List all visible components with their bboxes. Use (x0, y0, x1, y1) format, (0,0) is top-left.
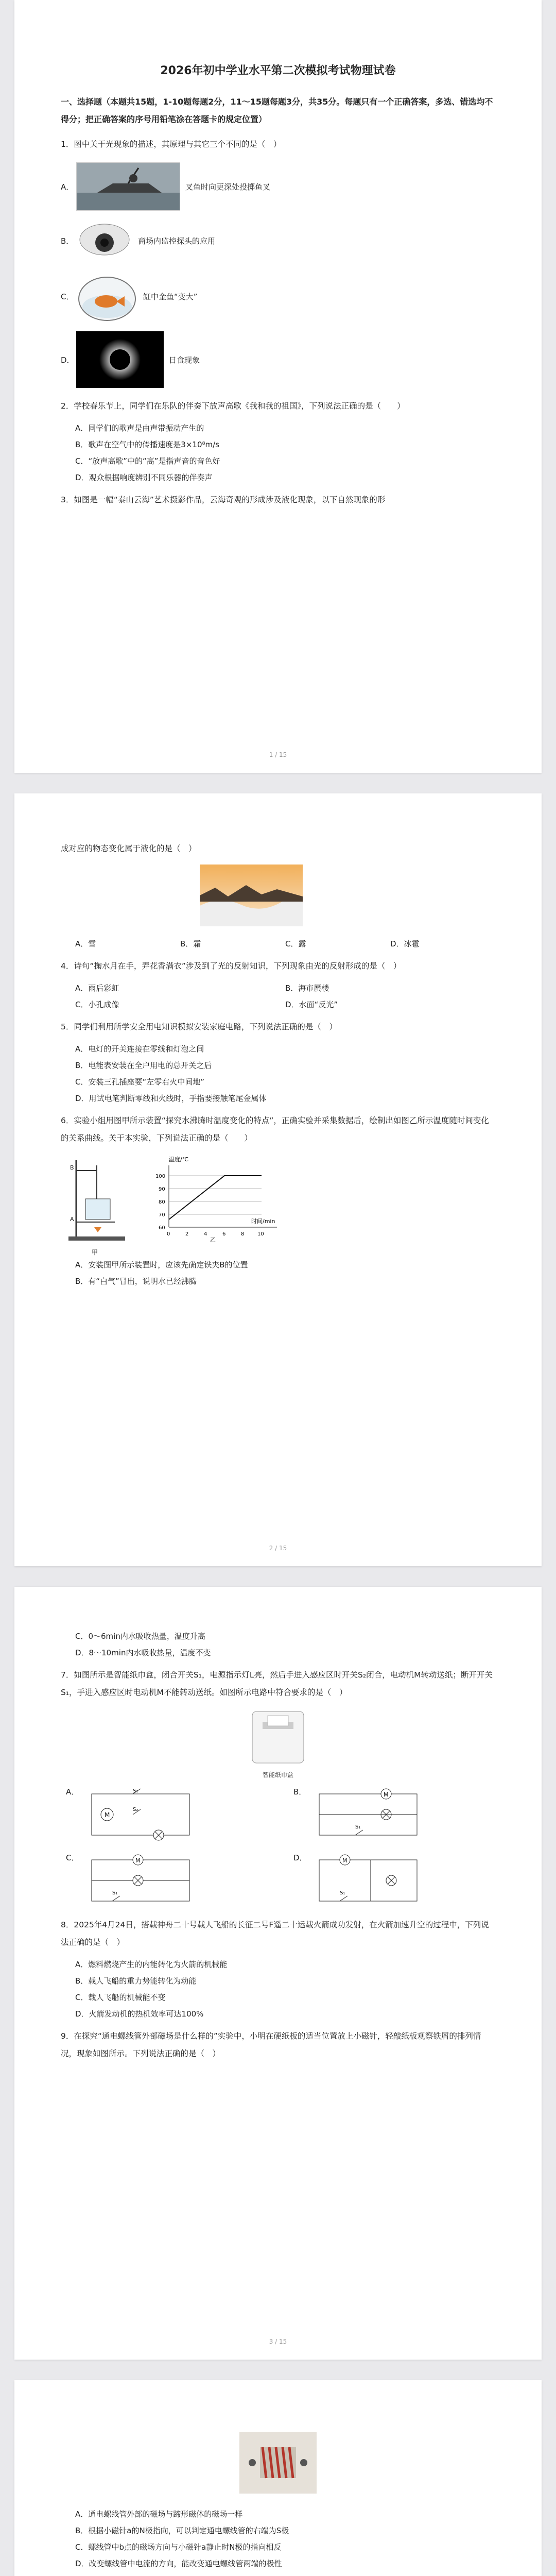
q9-option-b: B．根据小磁针a的N极指向，可以判定通电螺线管的右端为S极 (75, 2526, 289, 2535)
figure-label: 乙 (210, 1236, 216, 1243)
q5-option-b: B．电能表安装在全户用电的总开关之后 (75, 1061, 212, 1070)
option-caption: 缸中金鱼“变大” (143, 292, 198, 301)
option-label: A． (61, 182, 74, 192)
q1-option-c (61, 270, 495, 322)
option-label: D． (293, 1853, 307, 1862)
svg-text:S₁: S₁ (133, 1788, 138, 1794)
q2-option-b: B．歌声在空气中的传播速度是3×10⁸m/s (75, 440, 219, 449)
xtick: 10 (257, 1231, 264, 1237)
question-1: 1．图中关于光现象的描述，其原理与其它三个不同的是（ ） (61, 140, 282, 149)
svg-text:A: A (70, 1216, 74, 1223)
q7-option-c (66, 1852, 263, 1909)
question-3-continued: 成对应的物态变化属于液化的是（ ） (61, 844, 197, 853)
question-3: 3．如图是一幅“泰山云海”艺术摄影作品，云海奇观的形成涉及液化现象，以下自然现象的形 (61, 495, 386, 504)
q6-option-b: B．有“白气”冒出，说明水已经沸腾 (75, 1277, 197, 1286)
option-label: D． (61, 355, 75, 365)
temperature-time-graph (148, 1155, 292, 1243)
q4-options-row-1 (61, 980, 495, 996)
q4-option-d: D．水面“反光” (285, 1000, 338, 1009)
q9-option-c: C．螺线管中b点的磁场方向与小磁针a静止时N极的指向相反 (75, 2543, 282, 2552)
option-label: B． (61, 236, 74, 246)
xtick: 2 (185, 1231, 189, 1237)
graph-xlabel: 时间/min (251, 1218, 275, 1225)
svg-text:M: M (135, 1857, 141, 1864)
q3-option-c: C．露 (285, 939, 306, 948)
page-2 (14, 793, 542, 1566)
q4-option-c: C．小孔成像 (75, 1000, 119, 1009)
svg-text:S₁: S₁ (355, 1824, 361, 1830)
xtick: 6 (222, 1231, 226, 1237)
sea-of-clouds-wrapper (61, 865, 495, 928)
circuit-diagram-c (81, 1852, 200, 1909)
page-number: 2 / 15 (269, 1545, 287, 1552)
tissue-box-figure (61, 1706, 495, 1779)
q7-option-d (293, 1852, 490, 1909)
svg-text:S₁: S₁ (112, 1890, 118, 1896)
ytick: 100 (155, 1174, 166, 1179)
figure-a-label: 甲 (92, 1249, 98, 1256)
q5-option-d: D．用试电笔判断零线和火线时，手指要接触笔尾金属体 (75, 1094, 267, 1103)
q4-options-row-2 (61, 996, 495, 1013)
solenoid-image (239, 2432, 317, 2494)
fishbowl-image (76, 270, 138, 322)
q5-option-c: C．安装三孔插座要“左零右火中间地” (75, 1077, 205, 1087)
tissue-box-image (239, 1706, 317, 1768)
q2-option-c: C．“放声高歌”中的“高”是指声音的音色好 (75, 456, 220, 466)
q4-option-b: B．海市蜃楼 (285, 984, 329, 993)
eclipse-image (76, 331, 164, 388)
q9-option-a: A．通电螺线管外部的磁场与蹄形磁体的磁场一样 (75, 2510, 243, 2519)
page-1 (14, 0, 542, 773)
option-caption: 商场内监控探头的应用 (138, 236, 216, 246)
question-4: 4．诗句“掬水月在手，弄花香满衣”涉及到了光的反射知识，下列现象由光的反射形成的是（ ） (61, 961, 402, 971)
q8-option-a: A．燃料燃烧产生的内能转化为火箭的机械能 (75, 1960, 228, 1969)
xtick: 8 (241, 1231, 245, 1237)
circuit-diagram-d (309, 1852, 427, 1909)
q6-option-a: A．安装图甲所示装置时，应该先确定铁夹B的位置 (75, 1260, 248, 1269)
camera-image (76, 220, 133, 261)
q4-option-a: A．雨后彩虹 (75, 984, 119, 993)
option-label: C． (61, 292, 74, 301)
svg-text:M: M (105, 1811, 110, 1819)
xtick: 4 (204, 1231, 207, 1237)
question-5: 5．同学们利用所学安全用电知识模拟安装家庭电路，下列说法正确的是（ ） (61, 1022, 337, 1031)
page-number: 1 / 15 (269, 751, 287, 758)
option-caption: 叉鱼时向更深处投掷鱼叉 (185, 182, 271, 192)
page-3 (14, 1587, 542, 2360)
q1-option-a (61, 162, 495, 211)
question-6: 6．实验小组用图甲所示装置“探究水沸腾时温度变化的特点”，正确实验并采集数据后，绘制出如图乙所示温度随时间变化的关系曲线。关于本实验，下列说法正确的是（ ） (61, 1116, 489, 1143)
tissue-box-caption: 智能纸巾盒 (262, 1771, 293, 1778)
q6-option-d: D．8～10min内水吸收热量，温度不变 (75, 1648, 211, 1657)
q8-option-c: C．载人飞船的机械能不变 (75, 1993, 166, 2002)
q8-option-b: B．载人飞船的重力势能转化为动能 (75, 1976, 197, 1986)
svg-text:M: M (384, 1791, 389, 1798)
sea-of-clouds-image (200, 865, 303, 926)
ytick: 90 (159, 1187, 165, 1192)
section-heading: 一、选择题（本题共15题，1-10题每题2分，11～15题每题3分，共35分。每题只有一个正确答案，多选、错选均不得分；把正确答案的序号用铅笔涂在答题卡的规定位置） (61, 97, 493, 124)
q3-option-d: D．冰雹 (390, 939, 420, 948)
svg-text:S₂: S₂ (133, 1807, 138, 1812)
q7-option-b (293, 1786, 490, 1843)
q2-option-d: D．观众根据响度辨别不同乐器的伴奏声 (75, 473, 213, 482)
q3-options (61, 936, 495, 952)
q8-option-d: D．火箭发动机的热机效率可达100% (75, 2009, 204, 2019)
svg-text:M: M (342, 1857, 348, 1864)
graph-ylabel: 温度/℃ (169, 1156, 189, 1163)
svg-text:B: B (70, 1164, 74, 1171)
q1-option-d (61, 331, 495, 388)
exam-title: 2026年初中学业水平第二次模拟考试物理试卷 (160, 64, 396, 77)
q6-figures (66, 1155, 495, 1243)
xtick: 0 (167, 1231, 170, 1237)
q1-option-b (61, 220, 495, 261)
page-number: 3 / 15 (269, 2338, 287, 2345)
question-7: 7．如图所示是智能纸巾盒，闭合开关S₁，电源指示灯L亮，然后手进入感应区时开关S₂闭合，电动机M转动送纸；断开开关S₁，手进入感应区时电动机M不能转动送纸。如图所示电路中符合要求的是（ ） (61, 1670, 493, 1697)
q9-option-d: D．改变螺线管中电流的方向，能改变通电螺线管两端的极性 (75, 2559, 282, 2568)
svg-text:S₁: S₁ (340, 1890, 345, 1896)
q3-option-a: A．雪 (75, 939, 96, 948)
temperature-curve (169, 1176, 262, 1219)
fishing-image (76, 162, 180, 211)
q3-option-b: B．霜 (180, 939, 201, 948)
page-4 (14, 2380, 542, 2576)
q7-option-a (66, 1786, 263, 1843)
question-9: 9．在探究“通电螺线管外部磁场是什么样的”实验中，小明在硬纸板的适当位置放上小磁针，轻敲纸板观察铁屑的排列情况，现象如图所示。下列说法正确的是（ ） (61, 2031, 481, 2058)
option-caption: 日食现象 (169, 355, 200, 365)
circuit-diagram-a (81, 1786, 200, 1843)
circuit-diagram-b (309, 1786, 427, 1843)
boiling-apparatus-diagram (66, 1155, 128, 1243)
ytick: 60 (159, 1225, 165, 1231)
solenoid-figure (61, 2432, 495, 2496)
ytick: 80 (159, 1199, 165, 1205)
q6-option-c: C．0～6min内水吸收热量，温度升高 (75, 1632, 205, 1641)
option-label: A． (66, 1787, 79, 1797)
q2-option-a: A．同学们的歌声是由声带振动产生的 (75, 423, 204, 433)
q5-option-a: A．电灯的开关连接在零线和灯泡之间 (75, 1044, 204, 1054)
option-label: B． (293, 1787, 307, 1797)
ytick: 70 (159, 1212, 165, 1218)
option-label: C． (66, 1853, 79, 1862)
question-8: 8．2025年4月24日，搭载神舟二十号载人飞船的长征二号F遥二十运载火箭成功发射，在火箭加速升空的过程中，下列说法正确的是（ ） (61, 1920, 489, 1947)
q7-circuit-options (66, 1786, 490, 1909)
question-2: 2．学校春乐节上，同学们在乐队的伴奏下放声高歌《我和我的祖国》，下列说法正确的是（ ） (61, 401, 405, 411)
